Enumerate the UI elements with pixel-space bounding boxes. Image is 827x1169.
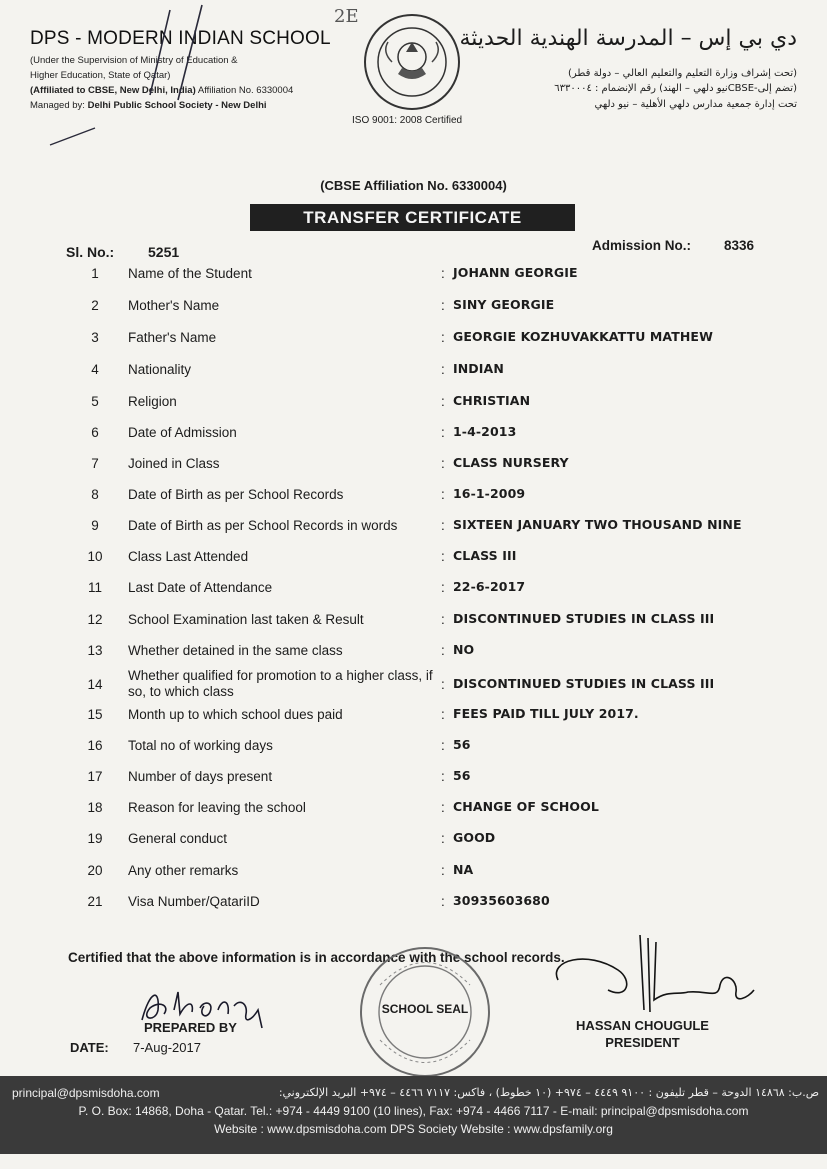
- field-number: 11: [87, 580, 102, 595]
- field-colon: :: [441, 677, 445, 692]
- field-colon: :: [441, 769, 445, 784]
- iso-certification: ISO 9001: 2008 Certified: [352, 115, 463, 126]
- footer-contact-line: P. O. Box: 14868, Doha - Qatar. Tel.: +974 - 4449 9100 (10 lines), Fax: +974 - 4466 7117 - E-mail: principal@dpsmisdoha.com: [78, 1104, 749, 1118]
- field-label: Father's Name: [128, 330, 217, 345]
- field-value: NO: [453, 642, 475, 657]
- president-title: PRESIDENT: [605, 1035, 680, 1050]
- field-label: Month up to which school dues paid: [128, 707, 343, 722]
- field-label: Last Date of Attendance: [128, 580, 273, 595]
- field-value: DISCONTINUED STUDIES IN CLASS III: [453, 611, 715, 626]
- field-number: 3: [91, 330, 99, 345]
- arabic-supervision-line: (تحت إشراف وزارة التعليم والتعليم العالي – دولة قطر): [567, 68, 797, 79]
- field-number: 17: [87, 769, 103, 784]
- cbse-affiliation: (CBSE Affiliation No. 6330004): [320, 178, 507, 193]
- field-number: 12: [87, 612, 103, 627]
- field-colon: :: [441, 394, 445, 409]
- field-row: [0, 641, 827, 671]
- field-colon: :: [441, 266, 445, 281]
- field-value: 22-6-2017: [453, 579, 526, 594]
- field-number: 16: [87, 738, 103, 753]
- field-colon: :: [441, 425, 445, 440]
- field-row: [0, 264, 827, 294]
- certificate-title: TRANSFER CERTIFICATE: [250, 204, 575, 231]
- field-row: [0, 423, 827, 453]
- field-number: 9: [91, 518, 99, 533]
- field-row: [0, 454, 827, 484]
- field-label: Number of days present: [128, 769, 273, 784]
- field-value: NA: [453, 862, 474, 877]
- field-row: [0, 670, 827, 700]
- field-label: Nationality: [128, 362, 192, 377]
- field-colon: :: [441, 863, 445, 878]
- field-number: 14: [87, 677, 103, 692]
- field-value: CLASS NURSERY: [453, 455, 569, 470]
- field-value: FEES PAID TILL JULY 2017.: [453, 706, 639, 721]
- handwritten-note: 2E: [334, 6, 359, 27]
- footer-website-line: Website : www.dpsmisdoha.com DPS Society Website : www.dpsfamily.org: [214, 1122, 613, 1136]
- school-seal-label: SCHOOL SEAL: [381, 1002, 469, 1016]
- field-row: [0, 516, 827, 546]
- field-number: 15: [87, 707, 103, 722]
- field-value: 56: [453, 737, 471, 752]
- field-number: 10: [87, 549, 103, 564]
- field-value: CHRISTIAN: [453, 393, 531, 408]
- president-name: HASSAN CHOUGULE: [576, 1018, 709, 1033]
- field-label: Any other remarks: [128, 863, 239, 878]
- field-label: Reason for leaving the school: [128, 800, 306, 815]
- field-value: SIXTEEN JANUARY TWO THOUSAND NINE: [453, 517, 742, 532]
- field-value: DISCONTINUED STUDIES IN CLASS III: [453, 676, 715, 691]
- arabic-managed-line: تحت إدارة جمعية مدارس دلهي الأهلية – نيو دلهي: [594, 99, 797, 110]
- field-value: CHANGE OF SCHOOL: [453, 799, 599, 814]
- school-name-arabic: دي بي إس – المدرسة الهندية الحديثة: [459, 26, 797, 51]
- field-row: [0, 360, 827, 390]
- supervision-line-1: (Under the Supervision of Ministry of Education &: [30, 55, 238, 66]
- school-name-english: DPS - MODERN INDIAN SCHOOL: [30, 28, 331, 49]
- field-number: 5: [91, 394, 99, 409]
- field-colon: :: [441, 330, 445, 345]
- date-value: 7-Aug-2017: [133, 1040, 201, 1055]
- field-row: [0, 892, 827, 922]
- affiliated-cbse: (Affiliated to CBSE, New Delhi, India): [30, 85, 196, 96]
- field-colon: :: [441, 298, 445, 313]
- field-colon: :: [441, 643, 445, 658]
- field-number: 6: [91, 425, 99, 440]
- field-row: [0, 798, 827, 828]
- field-number: 8: [91, 487, 99, 502]
- field-colon: :: [441, 362, 445, 377]
- field-colon: :: [441, 707, 445, 722]
- field-row: [0, 767, 827, 797]
- footer-bar: [0, 1076, 827, 1154]
- arabic-affiliation-line: (تضم إلى-CBSEنيو دلهي – الهند) رقم الإنضمام : ٦٣٣٠٠٠٤: [554, 83, 797, 94]
- serial-number-label: Sl. No.:: [66, 244, 115, 260]
- field-row: [0, 296, 827, 326]
- field-value: 56: [453, 768, 471, 783]
- field-row: [0, 861, 827, 891]
- field-number: 1: [91, 266, 99, 281]
- prepared-by-label: PREPARED BY: [144, 1020, 237, 1035]
- field-number: 21: [87, 894, 103, 909]
- field-value: SINY GEORGIE: [453, 297, 555, 312]
- field-colon: :: [441, 831, 445, 846]
- field-label: Visa Number/QatariID: [128, 894, 260, 909]
- managed-by-line: [30, 100, 267, 111]
- managed-by-society: Delhi Public School Society - New Delhi: [87, 100, 267, 111]
- affiliation-number: Affiliation No. 6330004: [197, 85, 294, 96]
- field-colon: :: [441, 456, 445, 471]
- field-label: Whether qualified for promotion to a higher class, if so, to which class: [128, 668, 433, 699]
- field-label: Religion: [128, 394, 177, 409]
- field-label: Mother's Name: [128, 298, 220, 313]
- field-number: 4: [91, 362, 99, 377]
- field-number: 20: [87, 863, 103, 878]
- field-label: Date of Admission: [128, 425, 237, 440]
- field-row: [0, 547, 827, 577]
- field-row: [0, 392, 827, 422]
- field-value: 30935603680: [453, 893, 550, 908]
- supervision-line-2: Higher Education, State of Qatar): [30, 70, 171, 81]
- admission-number-label: Admission No.:: [592, 238, 692, 253]
- certified-statement: Certified that the above information is in accordance with the school records.: [68, 950, 565, 965]
- field-colon: :: [441, 549, 445, 564]
- footer-email: principal@dpsmisdoha.com: [12, 1086, 160, 1100]
- field-label: Date of Birth as per School Records in words: [128, 518, 398, 533]
- field-row: [0, 485, 827, 515]
- field-number: 2: [91, 298, 99, 313]
- field-value: CLASS III: [453, 548, 517, 563]
- field-colon: :: [441, 612, 445, 627]
- field-value: JOHANN GEORGIE: [453, 265, 578, 280]
- field-label: Name of the Student: [128, 266, 252, 281]
- field-row: [0, 328, 827, 358]
- field-value: INDIAN: [453, 361, 504, 376]
- field-row: [0, 705, 827, 735]
- field-label: Class Last Attended: [128, 549, 249, 564]
- field-label: Whether detained in the same class: [128, 643, 343, 658]
- managed-by-prefix: Managed by:: [30, 100, 85, 111]
- field-label: Joined in Class: [128, 456, 220, 471]
- field-value: GOOD: [453, 830, 496, 845]
- affiliation-line: [30, 85, 293, 96]
- admission-number-value: 8336: [724, 238, 755, 253]
- field-number: 13: [87, 643, 103, 658]
- field-label: School Examination last taken & Result: [128, 612, 364, 627]
- field-label: Total no of working days: [128, 738, 273, 753]
- field-value: 1-4-2013: [453, 424, 517, 439]
- field-colon: :: [441, 894, 445, 909]
- field-colon: :: [441, 518, 445, 533]
- president-signature-icon: [548, 930, 763, 1020]
- footer-arabic-contact: ص.ب: ١٤٨٦٨ الدوحة – قطر تليفون : ٩١٠٠ ٤٤٤٩ – ٩٧٤+ (١٠ خطوط) ، فاكس: ٧١١٧ ٤٤٦٦ – ٩٧٤+ البريد الإلكتروني:: [278, 1086, 819, 1099]
- field-colon: :: [441, 738, 445, 753]
- field-row: [0, 736, 827, 766]
- field-value: GEORGIE KOZHUVAKKATTU MATHEW: [453, 329, 713, 344]
- field-number: 18: [87, 800, 103, 815]
- field-label: Date of Birth as per School Records: [128, 487, 344, 502]
- field-value: 16-1-2009: [453, 486, 526, 501]
- field-colon: :: [441, 580, 445, 595]
- field-number: 19: [87, 831, 103, 846]
- field-row: [0, 610, 827, 640]
- field-colon: :: [441, 800, 445, 815]
- field-row: [0, 578, 827, 608]
- field-colon: :: [441, 487, 445, 502]
- field-row: [0, 829, 827, 859]
- serial-number-value: 5251: [148, 244, 180, 260]
- field-number: 7: [91, 456, 99, 471]
- date-label: DATE:: [70, 1040, 109, 1055]
- field-label: General conduct: [128, 831, 228, 846]
- school-logo-icon: [362, 12, 462, 112]
